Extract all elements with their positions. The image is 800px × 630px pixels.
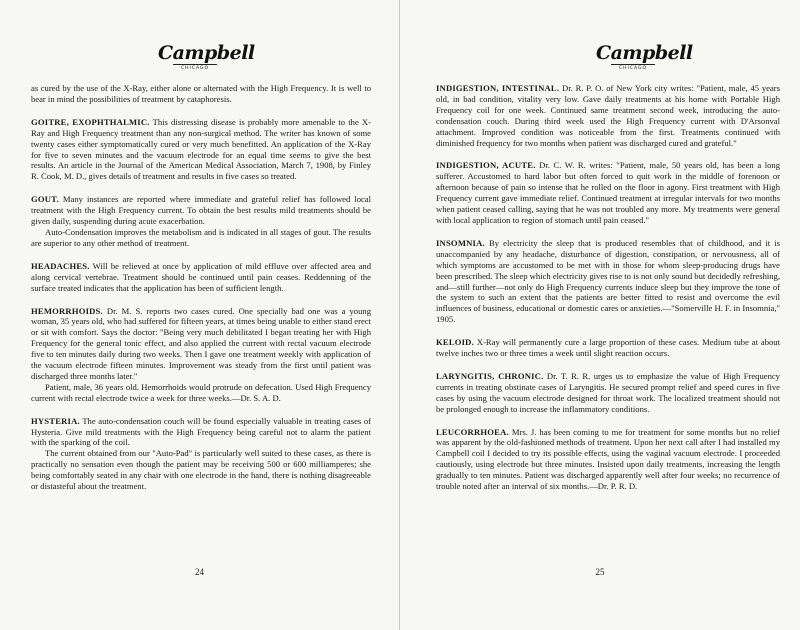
- entry-heading: INDIGESTION, INTESTINAL .: [436, 83, 559, 93]
- entry-hysteria: HYSTERIA . The auto-condensation couch will be found especially valuable in treating cases of Hysteria. Give mild treatments with the High Frequency being careful not to alarm the patient with the sparking of the coil. The current obtained from our "Auto-Pad" is particularly well suited to these cases, as there is practically no sensation even though the patient may be receiving 500 or 600 milliamperes; she being comfortably seated in any chair with one electrode in the hand, there is nothing disagreeable or distasteful about the treatment.: [31, 416, 371, 492]
- right-page: [400, 0, 800, 630]
- entry-heading: LEUCORRHOEA .: [436, 427, 509, 437]
- entry-heading: HEMORRHOIDS .: [31, 306, 103, 316]
- entry-heading: INSOMNIA .: [436, 238, 485, 248]
- page-number: 25: [595, 567, 605, 577]
- entry-gout: GOUT . Many instances are reported where immediate and grateful relief has followed local treatment with the High Frequency current. To obtain the best results mild treatments should be given daily, suspending during acute exacerbation. Auto-Condensation improves the metabolism and is indicated in all stages of gout. The results are superior to any other method of treatment.: [31, 194, 371, 249]
- campbell-logo: Campbell CHICAGO: [158, 42, 255, 71]
- entry-heading: KELOID .: [436, 337, 474, 347]
- entry-leucorrhoea: LEUCORRHOEA . Mrs. J. has been coming to me for treatment for some months but no relief was apparent by the old-fashioned methods of treatment. Upon her next call after I had installed my Campbell coil I decided to try its possible effects, using the vaginal vacuum electrode. I proceeded cautiously, using electrode but three minutes. Insisted upon daily treatments, increasing the length gradually to ten minutes. Patient was discharged apparently well after four weeks; no recurrence of trouble noted after an interval of six months.—Dr. P. R. D.: [436, 427, 780, 492]
- entry-goitre: GOITRE, EXOPHTHALMIC . This distressing disease is probably more amenable to the X-Ray and High Frequency treatment than any non-surgical method. The writer has known of some twenty cases either symptomatically cured or very much benefitted. An application of the X-Ray for five to seven minutes and the vacuum electrode for an equal time seems to give the best results. An article in the Journal of the American Medical Association, March 7, 1908, by Finley R. Cook, M. D., gives details of treatment and results in five cases so treated.: [31, 117, 371, 182]
- entry-heading: HYSTERIA .: [31, 416, 80, 426]
- entry-heading: HEADACHES .: [31, 261, 90, 271]
- entry-indigestion-acute: INDIGESTION, ACUTE . Dr. C. W. R. writes: "Patient, male, 50 years old, has been a long sufferer. Accustomed to hard labor but often forced to quit work in the middle of forenoon or afternoon because of pain so intense that he rolled on the floor in agony. First treatment with High Frequency current gave immediate relief. Continued treatment at irregular intervals for two months when patient ceased calling, saying that he was not troubled any more. My treatments were general with local application to region of stomach until pain ceased.": [436, 160, 780, 225]
- entry-insomnia: INSOMNIA . By electricity the sleep that is produced resembles that of childhood, and it is unaccompanied by any headache, disturbance of digestion, constipation, or nervousness, all of which symptoms are accustomed to be met with in those for whom sleep-producing drugs have been prescribed. The sleep which electricity gives rise to is not only sound but decidedly refreshing, and—still further—not only do High Frequency currents induce sleep but they improve the tone of the system to such an extent that the patients are better fitted to resist and overcome the evil influences of business, educational or domestic cares or anxieties.—"Somerville H. F. in Insomnia," 1905.: [436, 238, 780, 325]
- entry-heading: GOUT .: [31, 194, 59, 204]
- entry-laryngitis: LARYNGITIS, CHRONIC . Dr. T. R. R. urges us to emphasize the value of High Frequency currents in treating obstinate cases of Laryngitis. He secured prompt relief and speed cures in five cases by using the vacuum electrode designed for throat work. The localized treatment should not be prolonged enough to increase the inflammatory conditions.: [436, 371, 780, 415]
- entry-heading: GOITRE, EXOPHTHALMIC .: [31, 117, 150, 127]
- entry-hemorrhoids: HEMORRHOIDS . Dr. M. S. reports two cases cured. One specially bad one was a young woman, 35 years old, who had suffered for fifteen years, at times being unable to either stand erect or sit with comfort. Says the doctor: "Being very much debilitated I began treating her with High Frequency for the general tonic effect, and also applied the current with rectal vacuum electrode five to ten minutes daily during two weeks. Then I gave one treatment weekly with application of the vacuum electrode fifteen minutes. Improvement was steady from the first until patient was discharged three months later." Patient, male, 36 years old. Hemorrhoids would protrude on defecation. Used High Frequency current with rectal electrode twice a week for three weeks.—Dr. S. A. D.: [31, 306, 371, 404]
- intro-paragraph: as cured by the use of the X-Ray, either alone or alternated with the High Frequency. It is well to bear in mind the possibilities of treatment by cataphoresis.: [31, 83, 371, 104]
- page-number: 24: [195, 567, 204, 577]
- entry-indigestion-intestinal: INDIGESTION, INTESTINAL . Dr. R. P. O. of New York city writes: "Patient, male, 45 years old, in bad condition, vitality very low. Gave daily treatments at his home with Portable High Frequency coil for one week. Continued same treatment second week, introducing the auto-condensation couch. During third week used the High Frequency current with D'Arsonval attachment. Improved condition was noticeable from the first. Treatments continued with diminished frequency for two months when patient was discharged cured and grateful.": [436, 83, 780, 148]
- entry-headaches: HEADACHES . Will be relieved at once by application of mild effluve over affected area and along cervical vertebrae. Treatment should be continued until pain ceases. Reddenning of the surface treated indicates that the application has been of sufficient length.: [31, 261, 371, 294]
- right-page-text: [400, 83, 800, 504]
- campbell-logo: Campbell CHICAGO: [596, 42, 693, 71]
- entry-heading: LARYNGITIS, CHRONIC .: [436, 371, 543, 381]
- entry-keloid: KELOID . X-Ray will permanently cure a large proportion of these cases. Medium tube at about twelve inches two or three times a week until slight reaction occurs.: [436, 337, 780, 359]
- entry-heading: INDIGESTION, ACUTE .: [436, 160, 536, 170]
- left-page-text: [0, 83, 399, 504]
